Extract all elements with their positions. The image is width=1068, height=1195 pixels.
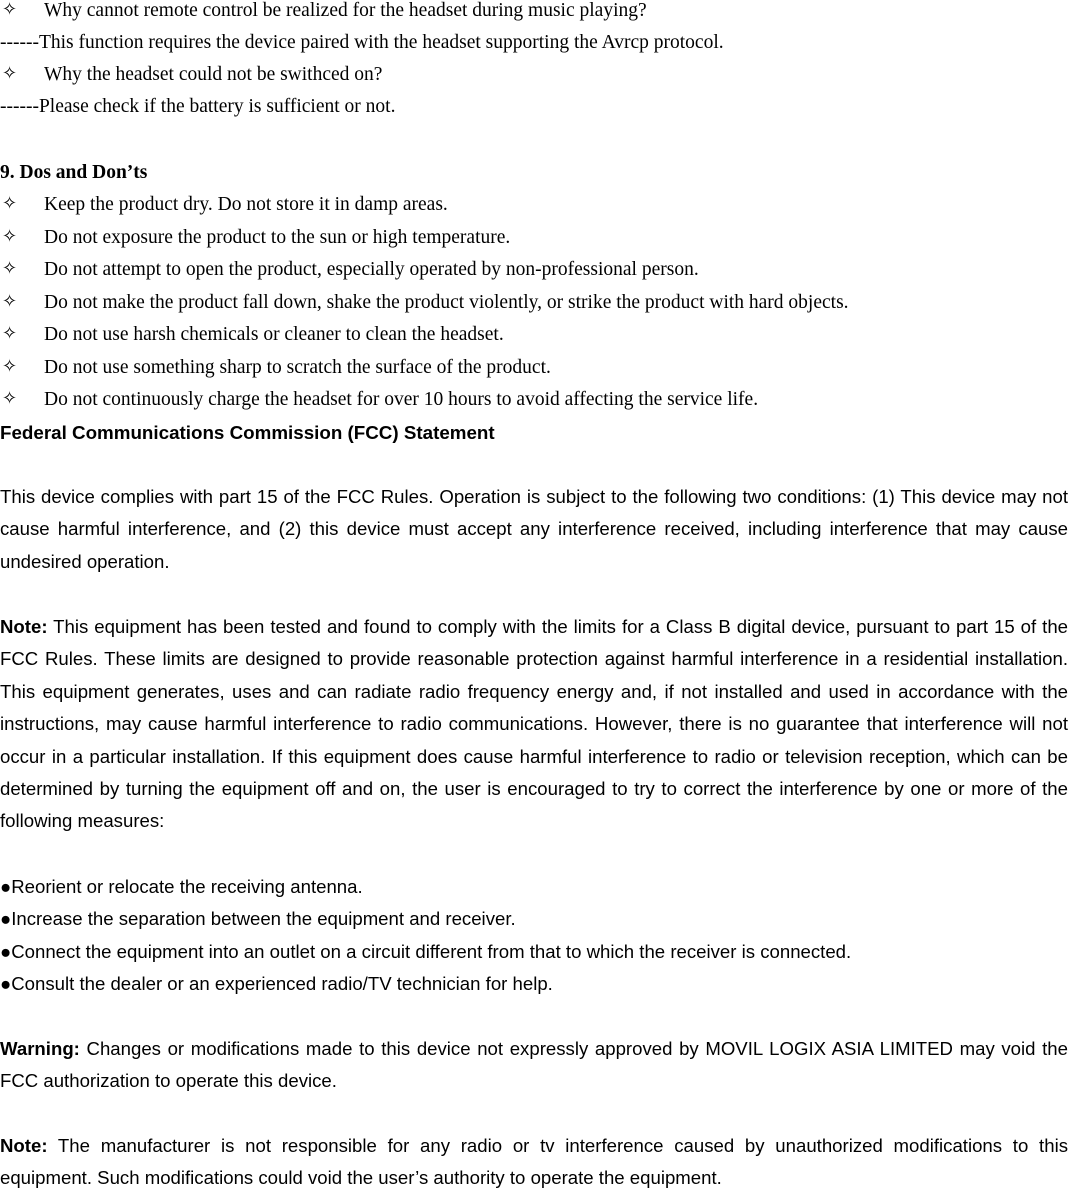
- fcc-heading: Federal Communications Commission (FCC) Statement: [0, 422, 495, 443]
- measure-item: ●Reorient or relocate the receiving antenna.: [0, 876, 363, 897]
- sparkle-bullet-icon: ✧: [2, 226, 18, 247]
- sparkle-bullet-icon: ✧: [2, 193, 18, 214]
- sparkle-bullet-icon: ✧: [2, 323, 18, 344]
- sparkle-bullet-icon: ✧: [2, 63, 18, 84]
- faq-answer: ------Please check if the battery is sufficient or not.: [0, 96, 396, 117]
- sparkle-bullet-icon: ✧: [2, 291, 18, 312]
- note-label: Note:: [0, 1135, 48, 1156]
- note-label: Note:: [0, 616, 48, 637]
- fcc-note-paragraph: [0, 611, 1068, 838]
- sparkle-bullet-icon: ✧: [2, 258, 18, 279]
- section-heading: 9. Dos and Don’ts: [0, 162, 148, 183]
- warning-label: Warning:: [0, 1038, 80, 1059]
- note-text: The manufacturer is not responsible for any radio or tv interference caused by unauthorized modifications to this equipment. Such modifications could void the user’s authority to operate the equipment.: [0, 1135, 1068, 1189]
- sparkle-bullet-icon: ✧: [2, 356, 18, 377]
- fcc-compliance-paragraph: This device complies with part 15 of the FCC Rules. Operation is subject to the following two conditions: (1) This device may not cause harmful interference, and (2) this device must accept any interference received, including interference that may cause undesired operation.: [0, 486, 1068, 572]
- sparkle-bullet-icon: ✧: [2, 388, 18, 409]
- faq-answer: ------This function requires the device paired with the headset supporting the Avrcp protocol.: [0, 32, 724, 53]
- note-text: This equipment has been tested and found to comply with the limits for a Class B digital device, pursuant to part 15 of the FCC Rules. These limits are designed to provide reasonable protection against harmful interference in a residential installation. This equipment generates, uses and can radiate radio frequency energy and, if not installed and used in accordance with the instructions, may cause harmful interference to radio communications. However, there is no guarantee that interference will not occur in a particular installation. If this equipment does cause harmful interference to radio or television reception, which can be determined by turning the equipment off and on, the user is encouraged to try to correct the interference by one or more of the following measures:: [0, 616, 1068, 832]
- measure-item: ●Consult the dealer or an experienced radio/TV technician for help.: [0, 973, 553, 994]
- fcc-warning-paragraph: [0, 1033, 1068, 1098]
- fcc-disclaimer-paragraph: [0, 1130, 1068, 1195]
- sparkle-bullet-icon: ✧: [2, 0, 18, 20]
- measure-item: ●Increase the separation between the equipment and receiver.: [0, 908, 516, 929]
- warning-text: Changes or modifications made to this device not expressly approved by MOVIL LOGIX ASIA LIMITED may void the FCC authorization to operate this device.: [0, 1038, 1068, 1092]
- measure-item: ●Connect the equipment into an outlet on a circuit different from that to which the receiver is connected.: [0, 941, 852, 962]
